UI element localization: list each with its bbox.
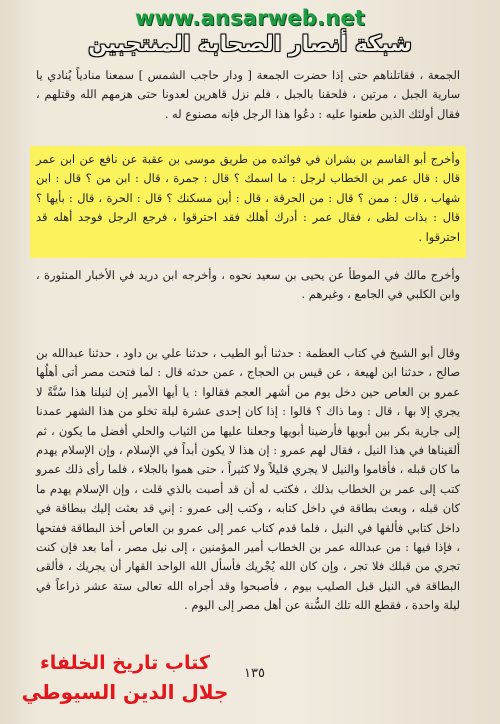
paragraph-3 [36,266,460,305]
site-name-watermark: شبكة أنصار الصحابة المنتجبين [88,32,412,57]
paragraph-4 [36,344,460,616]
book-title-caption: كتاب تاريخ الخلفاء [40,652,210,674]
paragraph-2-text: وأخرج أبو القاسم بن بشران في فوائده من طريق موسى بن عقبة عن نافع عن ابن عمر قال : قال عمر بن الخطاب لرجل : ما اسمك ؟ قال : جمرة ، قال : ابن من ؟ قال : ابن شهاب ، قال : ممن ؟ قال : من الحرقة ، قال : أين مسكنك ؟ قال : الحرة ، قال : بأيها ؟ قال : بذات لظى ، فقال عمر : أدرك أهلك فقد احترقوا ، فرجع الرجل فوجد أهله قد احترقوا . [36,152,460,244]
paragraph-1 [36,66,460,124]
paragraph-2-highlighted [36,150,460,247]
paragraph-4-text: وقال أبو الشيخ في كتاب العظمة : حدثنا أبو الطيب ، حدثنا علي بن داود ، حدثنا عبدالله بن صالح ، حدثنا ابن لهيعة ، عن قيس بن الحجاج ، عمن حدثه قال : لما فتحت مصر أتى أهلُها عمرو بن العاص حين دخل يوم من أشهر العجم فقالوا : يا أيها الأمير إن لنيلنا هذا سُنَّةً لا يجري إلا بها ، قال : وما ذاك ؟ قالوا : إذا كان إحدى عشرة ليلة تخلو من هذا الشهر عمدنا إلى جارية بكر بين أبويها فأرضينا أبويها وجعلنا عليها من الثياب والحلي أفضل ما يكون ، ثم ألقيناها في هذا النيل ، فقال لهم عمرو : إن هذا لا يكون أبداً في الإسلام ، وإن الإسلام يهدم ما كان قبله ، فأقاموا والنيل لا يجري قليلاً ولا كثيراً ، حتى هموا بالجلاء ، فلما رأى ذلك عمرو كتب إلى عمر بن الخطاب بذلك ، فكتب له أن قد أصبت بالذي قلت ، وإن الإسلام يهدم ما كان قبله ، وبعث بطاقة في داخل كتابه ، وكتب إلى عمرو : إني قد بعثت إليك ببطاقة في داخل كتابي فألقها في النيل ، فلما قدم كتاب عمر إلى عمرو بن العاص أخذ البطاقة ففتحها ، فإذا فيها : من عبدالله عمر بن الخطاب أمير المؤمنين ، إلى نيل مصر ، أما بعد فإن كنت تجري من قبلك فلا تجر ، وإن كان الله يُجْريك فأسأل الله الواحد القهار أن يجريك ، فألقى البطاقة في النيل قبل الصليب بيوم ، فأصبحوا وقد أجراه الله تعالى ستة عشر ذراعاً في ليلة واحدة ، فقطع الله تلك السُّنة عن أهل مصر إلى اليوم . [36,346,460,613]
site-url[interactable]: www.ansarweb.net [134,6,366,30]
page-number: ١٣٥ [244,666,265,681]
paragraph-1-text: الجمعة ، فقاتلناهم حتى إذا حضرت الجمعة [ ودار حاجب الشمس ] سمعنا منادياً يُنادي يا سارية الجبل ، مرتين ، فلحقنا بالجبل ، فلم نزل قاهرين لعدونا حتى هزمهم الله وقتلهم ، فقال أولئك الذين طعنوا عليه : دعُوا هذا الرجل فإنه مصنوع له . [36,68,460,121]
book-author-caption: جلال الدين السيوطي [21,680,229,704]
paragraph-3-text: وأخرج مالك في الموطأ عن يحيى بن سعيد نحوه ، وأخرجه ابن دريد في الأخبار المنثورة ، وابن الكلبي في الجامع ، وغيرهم . [36,268,460,302]
